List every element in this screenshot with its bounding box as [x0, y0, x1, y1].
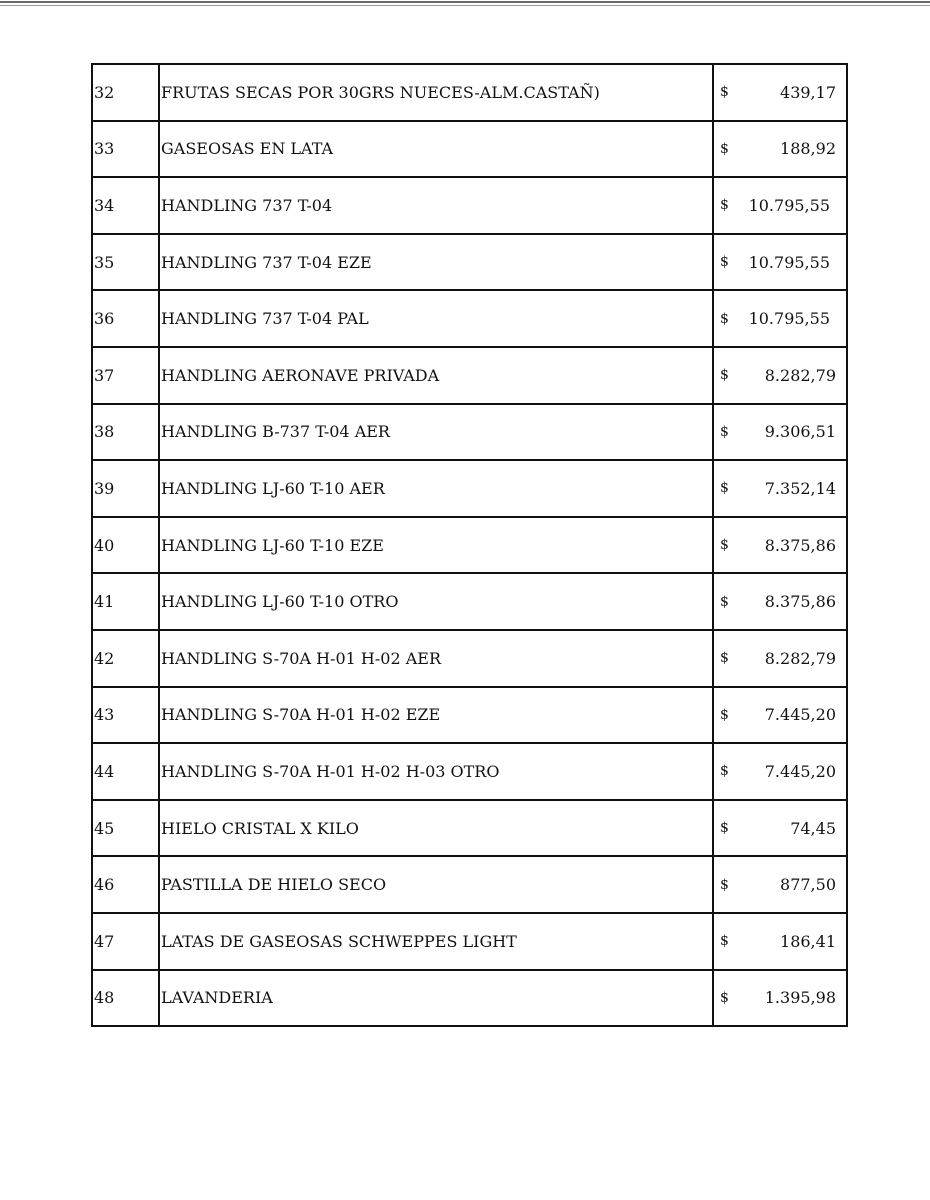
price-wrapper [714, 762, 846, 781]
currency-symbol: $ [720, 989, 729, 1006]
item-description: HANDLING B-737 T-04 AER [159, 404, 713, 461]
price-amount: 8.282,79 [764, 365, 836, 385]
currency-symbol: $ [720, 84, 729, 101]
item-number: 38 [92, 404, 159, 461]
price-amount: 1.395,98 [764, 988, 836, 1008]
currency-symbol: $ [720, 140, 729, 157]
currency-symbol: $ [720, 480, 729, 497]
item-description: HANDLING LJ-60 T-10 EZE [159, 517, 713, 574]
item-number: 34 [92, 177, 159, 234]
price-wrapper [714, 536, 846, 555]
item-price-cell [713, 743, 847, 800]
price-wrapper [714, 139, 846, 158]
table-row [92, 404, 847, 461]
price-amount: 7.445,20 [764, 705, 836, 725]
price-amount: 7.445,20 [764, 761, 836, 781]
currency-symbol: $ [720, 310, 729, 327]
item-price-cell [713, 517, 847, 574]
price-amount: 188,92 [780, 139, 836, 159]
item-number: 37 [92, 347, 159, 404]
table-row [92, 800, 847, 857]
currency-symbol: $ [720, 876, 729, 893]
price-amount: 877,50 [780, 875, 836, 895]
item-description: LAVANDERIA [159, 970, 713, 1027]
top-rule [0, 0, 930, 8]
price-amount: 7.352,14 [764, 478, 836, 498]
currency-symbol: $ [720, 650, 729, 667]
table-row [92, 630, 847, 687]
table-row [92, 970, 847, 1027]
top-rule-line [0, 5, 930, 6]
item-price-cell [713, 913, 847, 970]
item-price-cell [713, 234, 847, 291]
table-row [92, 64, 847, 121]
currency-symbol: $ [720, 423, 729, 440]
price-wrapper [714, 196, 846, 215]
item-price-cell [713, 404, 847, 461]
table-row [92, 743, 847, 800]
item-number: 35 [92, 234, 159, 291]
item-description: HANDLING S-70A H-01 H-02 AER [159, 630, 713, 687]
item-price-cell [713, 64, 847, 121]
item-price-cell [713, 856, 847, 913]
price-wrapper [714, 366, 846, 385]
item-number: 36 [92, 290, 159, 347]
item-number: 41 [92, 573, 159, 630]
price-amount: 8.375,86 [764, 592, 836, 612]
price-amount: 8.375,86 [764, 535, 836, 555]
item-number: 43 [92, 687, 159, 744]
item-description: HANDLING LJ-60 T-10 OTRO [159, 573, 713, 630]
price-amount: 10.795,55 [748, 252, 830, 272]
table-row [92, 234, 847, 291]
price-wrapper [714, 875, 846, 894]
item-number: 46 [92, 856, 159, 913]
item-number: 45 [92, 800, 159, 857]
top-rule-line [0, 1, 930, 3]
price-wrapper [714, 705, 846, 724]
price-table-body [92, 64, 847, 1026]
item-price-cell [713, 970, 847, 1027]
item-description: HANDLING AERONAVE PRIVADA [159, 347, 713, 404]
item-description: LATAS DE GASEOSAS SCHWEPPES LIGHT [159, 913, 713, 970]
table-row [92, 517, 847, 574]
price-wrapper [714, 253, 846, 272]
table-row [92, 347, 847, 404]
item-description: HANDLING S-70A H-01 H-02 EZE [159, 687, 713, 744]
item-number: 40 [92, 517, 159, 574]
item-price-cell [713, 573, 847, 630]
price-amount: 10.795,55 [748, 309, 830, 329]
price-wrapper [714, 649, 846, 668]
item-number: 39 [92, 460, 159, 517]
currency-symbol: $ [720, 933, 729, 950]
price-wrapper [714, 819, 846, 838]
item-description: HANDLING S-70A H-01 H-02 H-03 OTRO [159, 743, 713, 800]
item-description: FRUTAS SECAS POR 30GRS NUECES-ALM.CASTAÑ) [159, 64, 713, 121]
price-wrapper [714, 932, 846, 951]
item-description: HANDLING LJ-60 T-10 AER [159, 460, 713, 517]
item-description: GASEOSAS EN LATA [159, 121, 713, 178]
price-wrapper [714, 309, 846, 328]
item-number: 44 [92, 743, 159, 800]
currency-symbol: $ [720, 706, 729, 723]
item-price-cell [713, 177, 847, 234]
item-number: 32 [92, 64, 159, 121]
price-amount: 186,41 [780, 931, 836, 951]
item-description: HANDLING 737 T-04 PAL [159, 290, 713, 347]
item-price-cell [713, 630, 847, 687]
price-amount: 9.306,51 [764, 422, 836, 442]
item-price-cell [713, 800, 847, 857]
price-amount: 74,45 [790, 818, 836, 838]
table-row [92, 573, 847, 630]
table-row [92, 856, 847, 913]
currency-symbol: $ [720, 197, 729, 214]
item-number: 48 [92, 970, 159, 1027]
table-row [92, 290, 847, 347]
item-price-cell [713, 290, 847, 347]
currency-symbol: $ [720, 254, 729, 271]
item-price-cell [713, 687, 847, 744]
currency-symbol: $ [720, 537, 729, 554]
price-wrapper [714, 479, 846, 498]
item-number: 47 [92, 913, 159, 970]
item-number: 42 [92, 630, 159, 687]
price-amount: 10.795,55 [748, 195, 830, 215]
price-wrapper [714, 422, 846, 441]
table-row [92, 687, 847, 744]
item-price-cell [713, 121, 847, 178]
price-table [91, 63, 848, 1027]
currency-symbol: $ [720, 763, 729, 780]
table-row [92, 177, 847, 234]
table-row [92, 460, 847, 517]
item-description: HANDLING 737 T-04 EZE [159, 234, 713, 291]
price-wrapper [714, 83, 846, 102]
table-row [92, 913, 847, 970]
currency-symbol: $ [720, 593, 729, 610]
price-amount: 8.282,79 [764, 648, 836, 668]
currency-symbol: $ [720, 820, 729, 837]
price-wrapper [714, 988, 846, 1007]
item-description: HANDLING 737 T-04 [159, 177, 713, 234]
currency-symbol: $ [720, 367, 729, 384]
price-amount: 439,17 [780, 82, 836, 102]
item-price-cell [713, 460, 847, 517]
item-price-cell [713, 347, 847, 404]
item-description: HIELO CRISTAL X KILO [159, 800, 713, 857]
table-row [92, 121, 847, 178]
item-number: 33 [92, 121, 159, 178]
price-wrapper [714, 592, 846, 611]
item-description: PASTILLA DE HIELO SECO [159, 856, 713, 913]
